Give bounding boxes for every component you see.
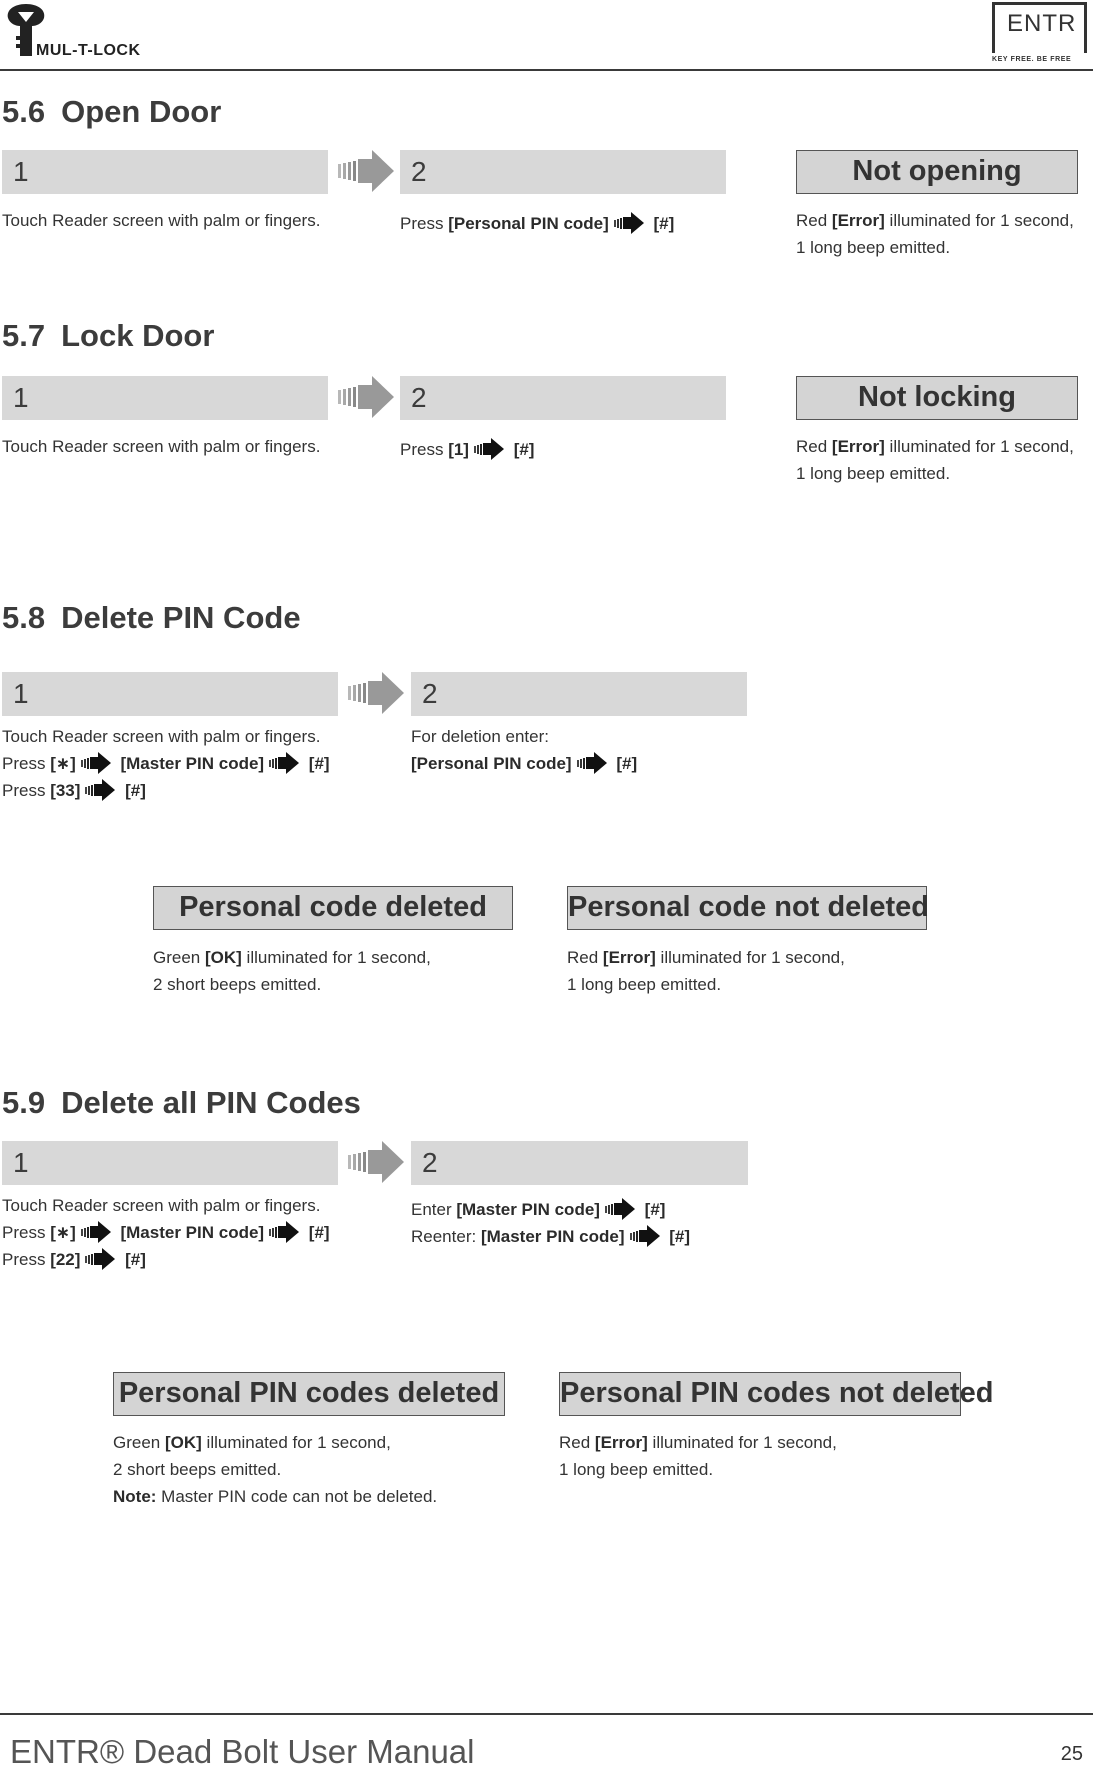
step-1-box: 1 bbox=[2, 1141, 338, 1185]
arrow-right-icon bbox=[613, 212, 645, 234]
step-1-instruction: Touch Reader screen with palm or fingers. Press [∗] [Master PIN code] [#] Press [33] [#] bbox=[2, 727, 330, 800]
arrow-right-icon bbox=[336, 374, 396, 420]
arrow-right-icon bbox=[629, 1225, 661, 1247]
arrow-right-icon bbox=[80, 1221, 112, 1243]
step-1-box: 1 bbox=[2, 376, 328, 420]
header-divider bbox=[0, 69, 1093, 71]
step-2-instruction: For deletion enter: [Personal PIN code] [#] bbox=[411, 727, 638, 773]
arrow-right-icon bbox=[346, 1139, 406, 1185]
entr-logo-text: ENTR bbox=[1007, 10, 1077, 37]
result-description: Red [Error] illuminated for 1 second, 1 long beep emitted. bbox=[796, 437, 1074, 483]
arrow-right-icon bbox=[604, 1198, 636, 1220]
step-2-instruction: Enter [Master PIN code] [#] Reenter: [Master PIN code] [#] bbox=[411, 1200, 691, 1246]
result-personal-code-deleted: Personal code deleted bbox=[153, 886, 513, 930]
result-not-locking: Not locking bbox=[796, 376, 1078, 420]
brand-logo-text: MUL-T-LOCK bbox=[36, 42, 141, 59]
arrow-right-icon bbox=[84, 779, 116, 801]
step-2-box: 2 bbox=[411, 672, 747, 716]
arrow-right-icon bbox=[80, 752, 112, 774]
arrow-right-icon bbox=[576, 752, 608, 774]
arrow-right-icon bbox=[268, 752, 300, 774]
result-personal-pin-codes-not-deleted: Personal PIN codes not deleted bbox=[559, 1372, 961, 1416]
step-1-instruction: Touch Reader screen with palm or fingers. Press [∗] [Master PIN code] [#] Press [22] [#] bbox=[2, 1196, 330, 1269]
step-1-box: 1 bbox=[2, 672, 338, 716]
footer-manual-title: ENTR® Dead Bolt User Manual bbox=[10, 1733, 475, 1770]
arrow-right-icon bbox=[268, 1221, 300, 1243]
result-description: Red [Error] illuminated for 1 second, 1 long beep emitted. bbox=[567, 948, 845, 994]
result-personal-code-not-deleted: Personal code not deleted bbox=[567, 886, 927, 930]
step-2-box: 2 bbox=[400, 376, 726, 420]
step-1-box: 1 bbox=[2, 150, 328, 194]
section-title-delete-all-pin-codes: 5.9 Delete all PIN Codes bbox=[2, 1085, 361, 1120]
footer-divider bbox=[0, 1713, 1093, 1715]
step-1-instruction: Touch Reader screen with palm or fingers. bbox=[2, 437, 321, 456]
result-not-opening: Not opening bbox=[796, 150, 1078, 194]
result-personal-pin-codes-deleted: Personal PIN codes deleted bbox=[113, 1372, 505, 1416]
result-description: Red [Error] illuminated for 1 second, 1 long beep emitted. bbox=[559, 1433, 837, 1479]
result-description: Green [OK] illuminated for 1 second, 2 short beeps emitted. bbox=[153, 948, 431, 994]
step-2-box: 2 bbox=[411, 1141, 748, 1185]
page-number: 25 bbox=[1060, 1743, 1083, 1765]
result-description: Green [OK] illuminated for 1 second, 2 short beeps emitted. Note: Master PIN code can not be deleted. bbox=[113, 1433, 438, 1506]
arrow-right-icon bbox=[473, 438, 505, 460]
section-title-delete-pin-code: 5.8 Delete PIN Code bbox=[2, 600, 301, 635]
step-2-box: 2 bbox=[400, 150, 726, 194]
mul-t-lock-logo bbox=[4, 2, 154, 62]
arrow-right-icon bbox=[336, 148, 396, 194]
step-1-instruction: Touch Reader screen with palm or fingers. bbox=[2, 211, 321, 230]
result-description: Red [Error] illuminated for 1 second, 1 long beep emitted. bbox=[796, 211, 1074, 257]
step-2-instruction: Press [Personal PIN code] [#] bbox=[400, 214, 675, 233]
section-title-lock-door: 5.7 Lock Door bbox=[2, 318, 215, 353]
step-2-instruction: Press [1] [#] bbox=[400, 440, 535, 459]
entr-tagline: KEY FREE. BE FREE bbox=[992, 56, 1072, 63]
arrow-right-icon bbox=[84, 1248, 116, 1270]
arrow-right-icon bbox=[346, 670, 406, 716]
section-title-open-door: 5.6 Open Door bbox=[2, 94, 222, 129]
